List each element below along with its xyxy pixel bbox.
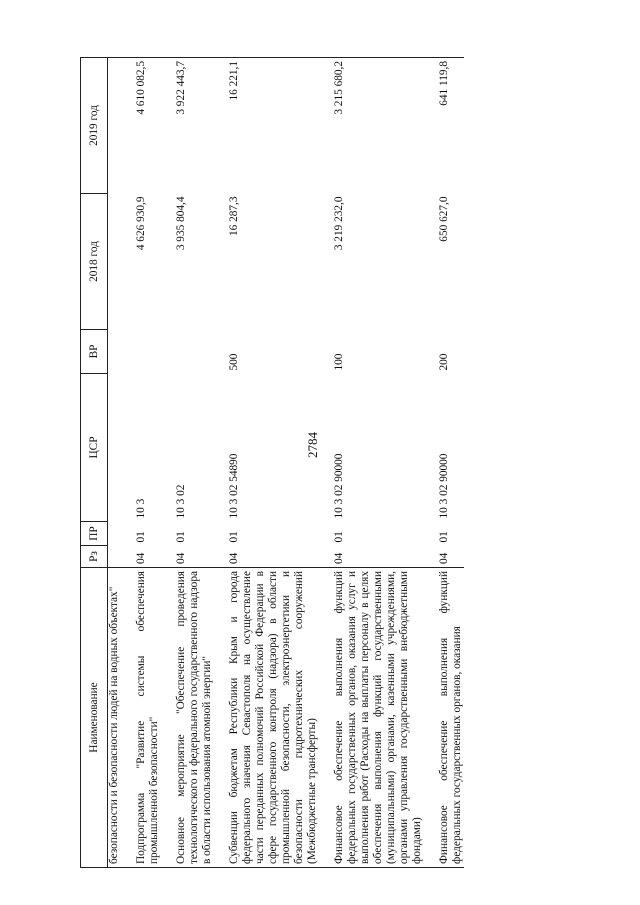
header-pr: ПР bbox=[81, 522, 108, 546]
row-2018: 3 219 232,0 bbox=[333, 196, 345, 251]
row-vr bbox=[108, 330, 122, 374]
row-2018: 4 626 930,9 bbox=[135, 196, 147, 251]
table-row bbox=[424, 58, 464, 868]
row-pr bbox=[108, 522, 122, 546]
table-row bbox=[214, 58, 319, 868]
row-2019 bbox=[108, 58, 122, 194]
row-vr bbox=[121, 330, 161, 374]
row-rz: 04 bbox=[438, 552, 450, 564]
header-name: Наименование bbox=[81, 568, 108, 868]
row-2018 bbox=[108, 194, 122, 330]
row-csr: 10 3 02 90000 bbox=[333, 453, 345, 519]
header-rz: Рз bbox=[81, 546, 108, 568]
row-name: безопасности и безопасности людей на водных объектах" bbox=[108, 568, 122, 868]
row-csr: 10 3 02 bbox=[175, 484, 187, 519]
row-2019: 3 215 680,2 bbox=[319, 58, 424, 194]
row-csr bbox=[108, 374, 122, 522]
row-csr: 10 3 bbox=[135, 498, 147, 519]
header-2019: 2019 год bbox=[81, 58, 108, 194]
row-pr: 01 bbox=[438, 531, 450, 543]
row-rz: 04 bbox=[135, 552, 147, 564]
table-row bbox=[161, 58, 214, 868]
row-vr bbox=[161, 330, 214, 374]
row-2018: 650 627,0 bbox=[438, 196, 450, 242]
row-pr: 01 bbox=[175, 531, 187, 543]
header-2018: 2018 год bbox=[81, 194, 108, 330]
row-2019: 3 922 443,7 bbox=[161, 58, 214, 194]
rotated-page-content bbox=[80, 58, 610, 868]
row-rz: 04 bbox=[333, 552, 345, 564]
row-2018: 16 287,3 bbox=[228, 196, 240, 237]
row-rz bbox=[108, 546, 122, 568]
page-number: 2784 bbox=[305, 432, 320, 458]
table-header-row bbox=[81, 58, 108, 868]
header-vr: ВР bbox=[81, 330, 108, 374]
row-2019: 16 221,1 bbox=[214, 58, 319, 194]
row-vr: 200 bbox=[438, 353, 450, 371]
table-row bbox=[319, 58, 424, 868]
header-csr: ЦСР bbox=[81, 374, 108, 522]
row-csr: 10 3 02 90000 bbox=[438, 453, 450, 519]
row-name: Основное мероприятие "Обеспечение проведения технологического и федерального государственного надзора в области использования атомной энергии" bbox=[161, 568, 214, 868]
row-name: Субвенции бюджетам Республики Крым и города федерального значения Севастополя на осуществление части переданных полномочий Российской Федерации в сфере государственного контроля (надзора) в области промышленной безопасности, электроэнергетики и безопасности гидротехнических сооружений (Межбюджетные трансферты) bbox=[214, 568, 319, 868]
row-csr: 10 3 02 54890 bbox=[228, 453, 240, 519]
row-pr: 01 bbox=[228, 531, 240, 543]
row-vr: 500 bbox=[228, 353, 240, 371]
row-name: Финансовое обеспечение выполнения функций федеральных государственных органов, оказания bbox=[424, 568, 464, 868]
row-pr: 01 bbox=[333, 531, 345, 543]
row-name: Подпрограмма "Развитие системы обеспечения промышленной безопасности" bbox=[121, 568, 161, 868]
row-2018: 3 935 804,4 bbox=[175, 196, 187, 251]
table-row bbox=[121, 58, 161, 868]
row-2019: 641 119,8 bbox=[424, 58, 464, 194]
table-row bbox=[108, 58, 122, 868]
row-name: Финансовое обеспечение выполнения функций федеральных государственных органов, оказания услуг и выполнения работ (Расходы на выплаты персоналу в целях обеспечения выполнения функций государственными (муниципальными) органами, казенными учреждениями, органами управления государственными внебюджетными фондами) bbox=[319, 568, 424, 868]
row-rz: 04 bbox=[228, 552, 240, 564]
row-rz: 04 bbox=[175, 552, 187, 564]
row-pr: 01 bbox=[135, 531, 147, 543]
budget-table bbox=[80, 57, 464, 868]
row-2019: 4 610 082,5 bbox=[121, 58, 161, 194]
row-vr: 100 bbox=[333, 353, 345, 371]
